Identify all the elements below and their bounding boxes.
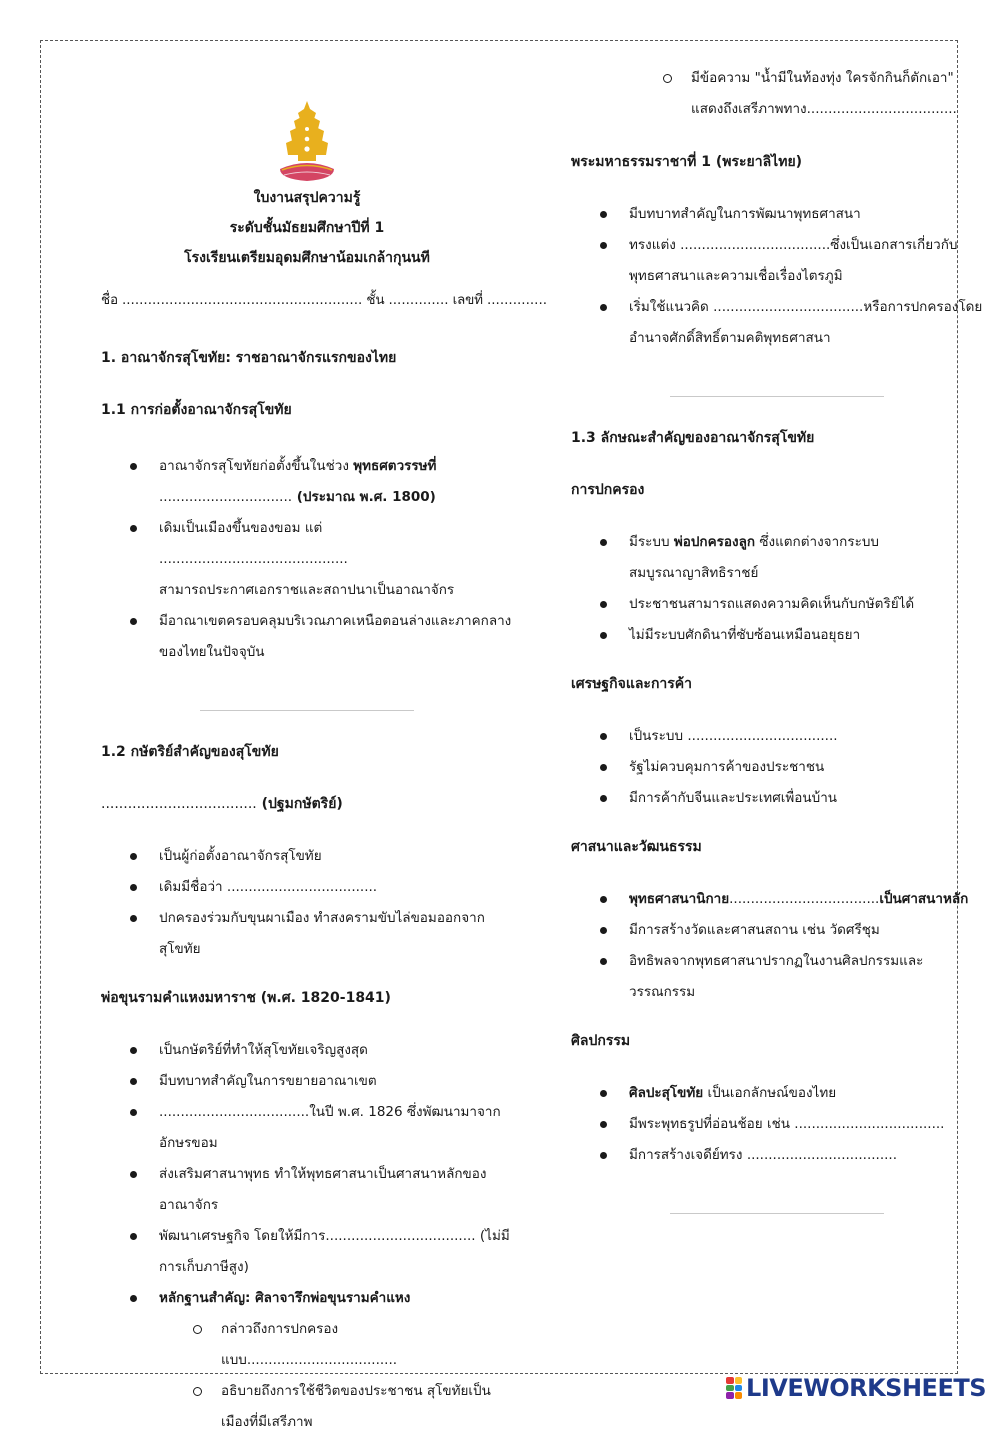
divider <box>670 1213 884 1214</box>
bullet-bold: พุทธศตวรรษที่ <box>353 458 437 474</box>
section-1-1-title: 1.1 การก่อตั้งอาณาจักรสุโขทัย <box>101 402 292 418</box>
bullet-text: เป็นระบบ <box>629 728 688 744</box>
bullet-text: ในปี พ.ศ. 1826 ซึ่งพัฒนามาจากอักษรขอม <box>159 1104 501 1151</box>
bullet-bold: พ่อปกครองลูก <box>673 534 756 550</box>
list-item: ส่งเสริมศาสนาพุทธ ทำให้พุทธศาสนาเป็นศาสนาหลักของอาณาจักร <box>101 1159 513 1221</box>
literature-blank[interactable]: ................................... <box>680 237 831 253</box>
list-item <box>571 1140 983 1171</box>
list-item: อิทธิพลจากพุทธศาสนาปรากฏในงานศิลปกรรมและวรรณกรรม <box>571 946 983 1008</box>
economy-list <box>571 721 983 814</box>
list-item <box>571 721 983 752</box>
bullet-bold-tail: : ศิลาจารึกพ่อขุนรามคำแหง <box>244 1290 411 1306</box>
bullet-text: หรือการปกครองโดยอำนาจศักดิ์สิทธิ์ตามคติพุทธศาสนา <box>629 299 983 346</box>
government-title: การปกครอง <box>571 482 645 498</box>
right-column <box>571 63 983 1214</box>
concept-blank[interactable]: ................................... <box>713 299 864 315</box>
list-item <box>571 1078 983 1109</box>
list-item: มีบทบาทสำคัญในการพัฒนาพุทธศาสนา <box>571 199 983 230</box>
name-blank[interactable]: ........................................................ <box>121 292 363 308</box>
list-item: รัฐไม่ควบคุมการค้าของประชาชน <box>571 752 983 783</box>
bullet-text: ซึ่งเป็นเอกสารเกี่ยวกับพุทธศาสนาและความเชื่อเรื่องไตรภูมิ <box>629 237 958 284</box>
economy-title: เศรษฐกิจและการค้า <box>571 676 693 692</box>
list-item <box>101 1097 513 1159</box>
king3-title: พระมหาธรรมราชาที่ 1 (พระยาลิไทย) <box>571 154 803 170</box>
bullet-text: เป็นเอกลักษณ์ของไทย <box>703 1085 837 1101</box>
bullet-text: ทรงแต่ง <box>629 237 681 253</box>
number-label: เลขที่ <box>452 292 483 308</box>
bullet-text: มีพระพุทธรูปที่อ่อนช้อย เช่น <box>629 1116 795 1132</box>
independence-blank[interactable]: ............................................ <box>159 551 348 567</box>
stupa-blank[interactable]: ................................... <box>746 1147 898 1163</box>
king1-name-blank[interactable]: ................................... <box>101 796 257 812</box>
bullet-text: มีข้อความ "น้ำมีในท้องทุ่ง ใครจักกินก็ตักเอา" แสดงถึงเสรีภาพทาง <box>691 70 954 117</box>
list-item <box>101 1221 513 1283</box>
grade-level: ระดับชั้นมัธยมศึกษาปีที่ 1 <box>229 220 385 236</box>
list-item <box>571 230 983 292</box>
freedom-blank[interactable]: ................................... <box>806 101 957 117</box>
worksheet-title: ใบงานสรุปความรู้ <box>253 190 361 206</box>
religion-list <box>571 884 983 1008</box>
list-item <box>101 451 513 513</box>
bullet-text: เดิมมีชื่อว่า <box>159 879 227 895</box>
bullet-text: ซึ่งแตกต่างจากระบบสมบูรณาญาสิทธิราชย์ <box>629 534 879 581</box>
liveworksheets-watermark <box>726 1374 986 1402</box>
government-list <box>571 527 983 651</box>
buddha-image-blank[interactable]: ................................... <box>794 1116 945 1132</box>
economy-blank[interactable]: ................................... <box>325 1228 476 1244</box>
bullet-text: มีการสร้างเจดีย์ทรง <box>629 1147 747 1163</box>
school-name: โรงเรียนเตรียมอุดมศึกษาน้อมเกล้ากุนนที <box>184 250 430 266</box>
bullet-text: กล่าวถึงการปกครองแบบ <box>221 1321 339 1368</box>
divider <box>670 396 884 397</box>
bullet-bold: พุทธศาสนานิกาย <box>629 891 730 907</box>
king1-label: (ปฐมกษัตริย์) <box>256 796 343 812</box>
old-name-blank[interactable]: ................................... <box>226 879 378 895</box>
king3-list <box>571 199 983 354</box>
list-item: เป็นกษัตริย์ที่ทำให้สุโขทัยเจริญสูงสุด <box>101 1035 513 1066</box>
list-item: ไม่มีระบบศักดินาที่ซับซ้อนเหมือนอยุธยา <box>571 620 983 651</box>
bullet-text: เดิมเป็นเมืองขึ้นของขอม แต่ <box>159 520 323 536</box>
bullet-text: (ไม่มีการเก็บภาษีสูง) <box>159 1228 510 1275</box>
king2-list-continued <box>571 63 983 125</box>
list-item <box>571 292 983 354</box>
section-1-3-title: 1.3 ลักษณะสำคัญของอาณาจักรสุโขทัย <box>571 430 815 446</box>
bullet-bold-tail: เป็นศาสนาหลัก <box>879 891 969 907</box>
religion-title: ศาสนาและวัฒนธรรม <box>571 839 702 855</box>
list-item <box>101 1283 513 1314</box>
bullet-bold: ศิลปะสุโขทัย <box>629 1085 704 1101</box>
art-list <box>571 1078 983 1171</box>
list-item: มีการค้ากับจีนและประเทศเพื่อนบ้าน <box>571 783 983 814</box>
bullet-text: มีระบบ <box>629 534 674 550</box>
century-blank[interactable]: ............................... <box>159 489 293 505</box>
list-item <box>571 1109 983 1140</box>
class-blank[interactable]: .............. <box>388 292 449 308</box>
list-item <box>101 872 513 903</box>
bullet-text: อาณาจักรสุโขทัยก่อตั้งขึ้นในช่วง <box>159 458 354 474</box>
bullet-bold: หลักฐานสำคัญ <box>159 1290 245 1306</box>
art-title: ศิลปกรรม <box>571 1033 631 1049</box>
divider <box>200 710 414 711</box>
king2-list <box>101 1035 513 1438</box>
sub-list-item <box>571 63 983 125</box>
list-item: มีการสร้างวัดและศาสนสถาน เช่น วัดศรีชุม <box>571 915 983 946</box>
bullet-bold-tail: (ประมาณ พ.ศ. 1800) <box>292 489 436 505</box>
name-label: ชื่อ <box>101 292 118 308</box>
class-label: ชั้น <box>366 292 385 308</box>
script-blank[interactable]: ................................... <box>159 1104 310 1120</box>
bullet-text: เริ่มใช้แนวคิด <box>629 299 714 315</box>
list-item <box>101 513 513 606</box>
bullet-text: พัฒนาเศรษฐกิจ โดยให้มีการ <box>159 1228 326 1244</box>
section-1-2-title: 1.2 กษัตริย์สำคัญของสุโขทัย <box>101 744 279 760</box>
sub-list-item <box>101 1314 513 1376</box>
sub-list-item: อธิบายถึงการใช้ชีวิตของประชาชน สุโขทัยเป็นเมืองที่มีเสรีภาพ <box>101 1376 513 1438</box>
king2-title: พ่อขุนรามคำแหงมหาราช (พ.ศ. 1820-1841) <box>101 990 391 1006</box>
list-item <box>571 527 983 589</box>
governance-blank[interactable]: ................................... <box>246 1352 398 1368</box>
list-item: เป็นผู้ก่อตั้งอาณาจักรสุโขทัย <box>101 841 513 872</box>
king1-heading <box>101 793 513 815</box>
list-item: มีบทบาทสำคัญในการขยายอาณาเขต <box>101 1066 513 1097</box>
worksheet-header <box>101 99 513 273</box>
student-info-line <box>101 287 548 313</box>
bullet-text: สามารถประกาศเอกราชและสถาปนาเป็นอาณาจักร <box>159 582 455 598</box>
founding-list <box>101 451 513 668</box>
list-item: ประชาชนสามารถแสดงความคิดเห็นกับกษัตริย์ได้ <box>571 589 983 620</box>
list-item <box>571 884 983 915</box>
watermark-text: LIVEWORKSHEETS <box>746 1374 986 1402</box>
list-item: มีอาณาเขตครอบคลุมบริเวณภาคเหนือตอนล่างและภาคกลางของไทยในปัจจุบัน <box>101 606 513 668</box>
school-crest-icon <box>276 99 338 183</box>
left-column <box>101 99 548 1438</box>
economic-system-blank[interactable]: ................................... <box>687 728 838 744</box>
section-1-title: 1. อาณาจักรสุโขทัย: ราชอาณาจักรแรกของไทย <box>101 350 397 366</box>
king1-list <box>101 841 513 965</box>
sect-blank[interactable]: ................................... <box>729 891 880 907</box>
number-blank[interactable]: .............. <box>486 292 548 308</box>
list-item: ปกครองร่วมกับขุนผาเมือง ทำสงครามขับไล่ขอมออกจากสุโขทัย <box>101 903 513 965</box>
liveworksheets-logo-icon <box>726 1377 742 1399</box>
